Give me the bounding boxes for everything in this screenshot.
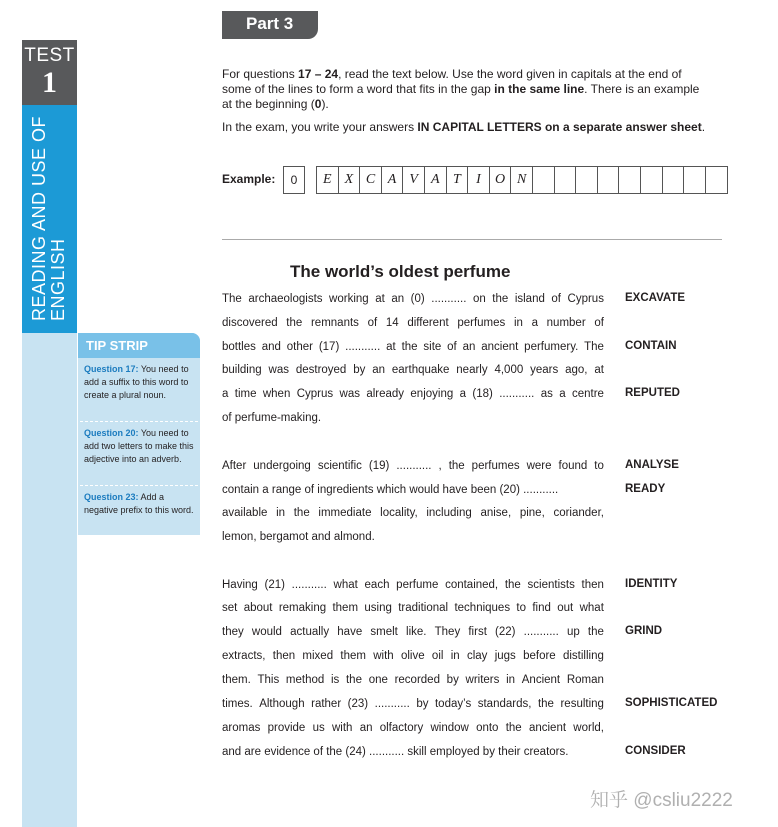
article-line: building was destroyed by an earthquake nearly 4,000 years ago, at xyxy=(222,364,604,376)
instr-text: , read the text below. Use the word given in capitals at the end of some of the lines to form a word that fits in the gap xyxy=(222,67,682,96)
tip-text: You need to add a suffix to this word to create a plural noun. xyxy=(84,364,189,400)
tip-17 xyxy=(84,363,196,402)
instructions-paragraph-1 xyxy=(222,67,712,112)
test-number: 1 xyxy=(42,66,57,99)
answer-cell xyxy=(641,167,663,193)
prompt-word: CONSIDER xyxy=(625,745,686,757)
answer-cell xyxy=(706,167,728,193)
instr-emphasis: IN CAPITAL LETTERS on a separate answer sheet xyxy=(417,120,702,134)
tip-text: You need to add two letters to make this adjective into an adverb. xyxy=(84,428,194,464)
answer-cell: E xyxy=(317,167,339,193)
example-label: Example: xyxy=(222,172,276,186)
answer-cell xyxy=(555,167,577,193)
article-line: them. This method is the one recorded by writers in Ancient Roman xyxy=(222,674,604,686)
divider xyxy=(222,239,722,240)
tip-question: Question 23: xyxy=(84,492,139,502)
tip-question: Question 20: xyxy=(84,428,139,438)
answer-cell: C xyxy=(360,167,382,193)
article-line: contain a range of ingredients which would have been (20) ........... xyxy=(222,484,559,496)
prompt-word: GRIND xyxy=(625,625,663,637)
part-heading: Part 3 xyxy=(222,11,318,39)
answer-cell: A xyxy=(382,167,404,193)
article-line: aromas provide us with an olfactory window onto the ancient world, xyxy=(222,722,604,734)
test-label: TEST xyxy=(24,45,75,66)
prompt-word: SOPHISTICATED xyxy=(625,697,718,709)
tip-23 xyxy=(84,491,196,517)
tip-question: Question 17: xyxy=(84,364,139,374)
article-line: available in the immediate locality, including anise, pine, coriander, xyxy=(222,507,604,519)
answer-cell: N xyxy=(511,167,533,193)
answer-cell xyxy=(533,167,555,193)
answer-cell: A xyxy=(425,167,447,193)
article-line: of perfume-making. xyxy=(222,412,322,424)
prompt-word: ANALYSE xyxy=(625,459,679,471)
answer-cell: I xyxy=(468,167,490,193)
article-line: After undergoing scientific (19) ........... , the perfumes were found to xyxy=(222,460,604,472)
tip-20 xyxy=(84,427,196,466)
prompt-word: CONTAIN xyxy=(625,340,677,352)
instr-text: . There is an example at the beginning ( xyxy=(222,82,700,111)
answer-cell xyxy=(598,167,620,193)
instr-range: 17 – 24 xyxy=(298,67,339,81)
tip-divider xyxy=(80,485,198,486)
prompt-word: READY xyxy=(625,483,666,495)
example-number-box: 0 xyxy=(283,166,305,194)
article-line: extracts, then mixed them with olive oil in clay jugs before distilling xyxy=(222,650,604,662)
answer-cell: T xyxy=(447,167,469,193)
article-title: The world’s oldest perfume xyxy=(290,262,511,281)
article-line: and are evidence of the (24) ........... skill employed by their creators. xyxy=(222,746,569,758)
article-line: times. Although rather (23) ........... by today’s standards, the resulting xyxy=(222,698,604,710)
instr-text: ). xyxy=(321,97,329,111)
instr-text: In the exam, you write your answers xyxy=(222,120,418,134)
prompt-word: EXCAVATE xyxy=(625,292,686,304)
test-tab xyxy=(22,40,77,106)
tip-text: Add a negative prefix to this word. xyxy=(84,492,194,515)
watermark: 知乎 @csliu2222 xyxy=(590,790,733,811)
article-line: The archaeologists working at an (0) ........... on the island of Cyprus xyxy=(222,293,604,305)
article-line: lemon, bergamot and almond. xyxy=(222,531,375,543)
instr-text: For questions xyxy=(222,67,299,81)
prompt-word: IDENTITY xyxy=(625,578,678,590)
instr-text: . xyxy=(701,120,706,134)
answer-cell xyxy=(619,167,641,193)
section-label: READING AND USE OF ENGLISH xyxy=(29,115,68,321)
answer-cell xyxy=(684,167,706,193)
article-line: a time when Cyprus was already enjoying a (18) ........... as a centre xyxy=(222,388,604,400)
instr-zero: 0 xyxy=(314,97,322,111)
tip-strip-title: TIP STRIP xyxy=(78,333,200,358)
answer-cell: O xyxy=(490,167,512,193)
article-line: they would actually have smelt like. They first (22) ........... up the xyxy=(222,626,604,638)
prompt-word: REPUTED xyxy=(625,387,680,399)
answer-cell xyxy=(663,167,685,193)
article-line: Having (21) ........... what each perfume contained, the scientists then xyxy=(222,579,604,591)
article-line: set about remaking them using traditional techniques to find out what xyxy=(222,602,604,614)
tip-divider xyxy=(80,421,198,422)
section-tab xyxy=(22,105,77,333)
article-line: bottles and other (17) ........... at the site of an ancient perfumery. The xyxy=(222,341,604,353)
instructions-paragraph-2 xyxy=(222,120,712,135)
answer-cell: V xyxy=(403,167,425,193)
answer-cell xyxy=(576,167,598,193)
answer-cell: X xyxy=(339,167,361,193)
article-line: discovered the remnants of 14 different perfumes in a number of xyxy=(222,317,604,329)
example-answer-grid xyxy=(316,166,728,194)
instr-emphasis: in the same line xyxy=(494,82,585,96)
